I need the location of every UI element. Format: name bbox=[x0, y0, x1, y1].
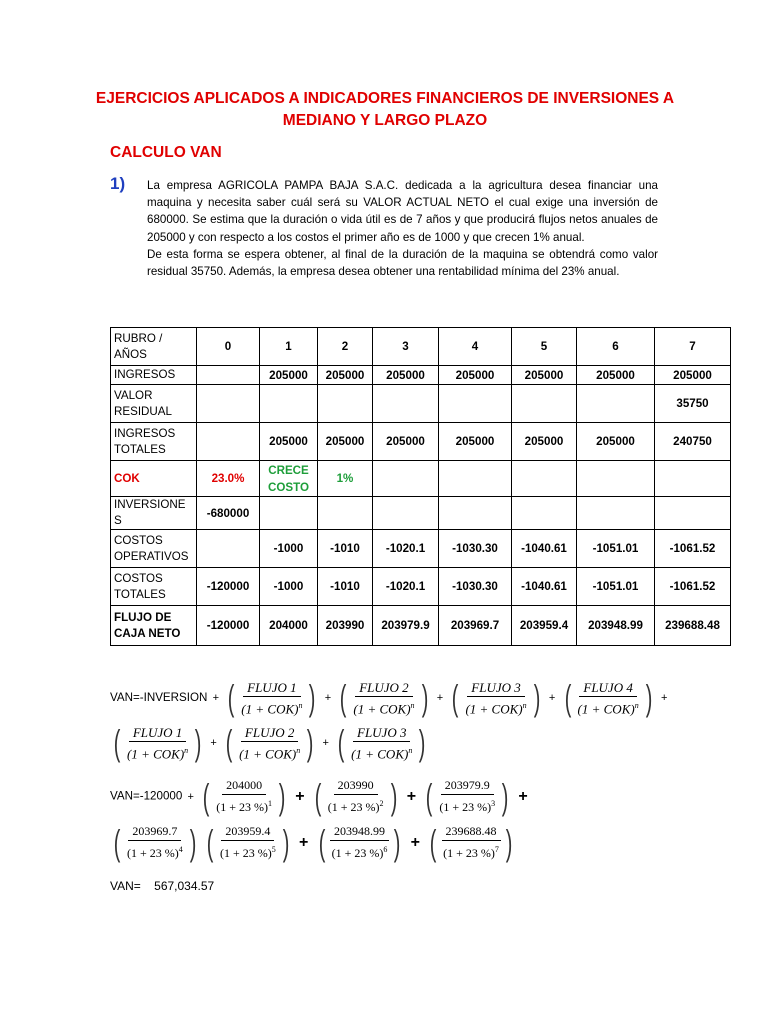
table-cell: -1020.1 bbox=[373, 568, 439, 606]
table-cell: 239688.48 bbox=[655, 606, 731, 646]
table-cell: 205000 bbox=[373, 423, 439, 461]
table-header-cell: 3 bbox=[373, 328, 439, 366]
table-cell: 205000 bbox=[577, 423, 655, 461]
table-cell bbox=[260, 385, 318, 423]
van-formula-line-2: ( $\frac{\text{FLUJO 1}}{(1 + COK)^n}$ ) + ( $\frac{\text{FLUJO 2}}{(1 + COK)^n}$ ) + ( $\frac{\text{FLUJO 3}}{(1 + COK)^n}$ ) bbox=[110, 725, 429, 761]
table-row bbox=[111, 606, 731, 646]
table-row bbox=[111, 530, 731, 568]
table-row bbox=[111, 461, 731, 497]
table-cell: -1020.1 bbox=[373, 530, 439, 568]
table-cell: 23.0% bbox=[197, 461, 260, 497]
table-cell: 203990 bbox=[318, 606, 373, 646]
table-header-cell: 0 bbox=[197, 328, 260, 366]
table-cell: INGRESOS bbox=[111, 366, 197, 385]
table-cell: 240750 bbox=[655, 423, 731, 461]
table-cell: -120000 bbox=[197, 606, 260, 646]
cash-flow-table bbox=[110, 327, 731, 646]
table-cell bbox=[318, 497, 373, 530]
table-cell: 205000 bbox=[439, 366, 512, 385]
table-cell bbox=[373, 497, 439, 530]
formula-prefix: VAN=-120000 bbox=[110, 789, 183, 803]
table-cell: -1061.52 bbox=[655, 530, 731, 568]
table-cell: -1010 bbox=[318, 530, 373, 568]
table-cell: 203959.4 bbox=[512, 606, 577, 646]
table-cell: COSTOS OPERATIVOS bbox=[111, 530, 197, 568]
formula-term: ( $\frac{204000}{(1 + 23 \%)^1}$ ) bbox=[202, 775, 286, 817]
formula-term: ( $\frac{203979.9}{(1 + 23 \%)^3}$ ) bbox=[426, 775, 509, 817]
table-cell bbox=[655, 461, 731, 497]
problem-paragraph-2: De esta forma se espera obtener, al final de la duración de la maquina se obtendrá como valor residual 35750. Además, la empresa desea obtener una rentabilidad mínima del 23% anual. bbox=[147, 247, 658, 279]
table-header-cell: 1 bbox=[260, 328, 318, 366]
formula-term: ( $\frac{\text{FLUJO 1}}{(1 + COK)^n}$ ) bbox=[227, 677, 316, 719]
table-cell: -1010 bbox=[318, 568, 373, 606]
formula-term: ( $\frac{\text{FLUJO 3}}{(1 + COK)^n}$ ) bbox=[452, 677, 540, 719]
table-cell bbox=[318, 385, 373, 423]
formula-term: ( $\frac{\text{FLUJO 3}}{(1 + COK)^n}$ ) bbox=[337, 722, 426, 764]
table-cell: -1030.30 bbox=[439, 530, 512, 568]
formula-term: ( $\frac{\text{FLUJO 2}}{(1 + COK)^n}$ ) bbox=[225, 722, 314, 764]
document-title: EJERCICIOS APLICADOS A INDICADORES FINANCIEROS DE INVERSIONES A MEDIANO Y LARGO PLAZO bbox=[95, 90, 675, 129]
table-cell bbox=[655, 497, 731, 530]
table-cell: 205000 bbox=[512, 366, 577, 385]
table-cell: -1000 bbox=[260, 568, 318, 606]
table-cell: 1% bbox=[318, 461, 373, 497]
table-cell bbox=[577, 385, 655, 423]
formula-term: ( $\frac{203969.7}{(1 + 23 \%)^4}$ ) bbox=[113, 821, 197, 863]
problem-number: 1) bbox=[110, 174, 126, 193]
problem-paragraph-1: La empresa AGRICOLA PAMPA BAJA S.A.C. dedicada a la agricultura desea financiar una maquina y necesita saber cuál será su VALOR ACTUAL NETO el cual exige una inversión de 680000. Se estima que la duración o vida útil es de 7 años y que producirá flujos netos anuales de 205000 y con respecto a los costos el primer año es de 1000 y que crecen 1% anual. bbox=[147, 179, 658, 244]
van-formula-line-1: VAN=-INVERSION + ( $\frac{\text{FLUJO 1}}{(1 + COK)^n}$ ) + ( $\frac{\text{FLUJO 2}}{(1 + COK)^n}$ ) + ( $\frac{\text{FLUJO 3}}{(1 + COK)^n}$ ) + ( $\frac{\text{FLUJO 4}}{(1 + COK)^n}$ ) + bbox=[110, 677, 668, 719]
table-cell bbox=[512, 461, 577, 497]
table-cell: 205000 bbox=[318, 366, 373, 385]
formula-term: ( $\frac{203959.4}{(1 + 23 \%)^5}$ ) bbox=[206, 821, 290, 863]
table-row bbox=[111, 366, 731, 385]
formula-term: ( $\frac{\text{FLUJO 1}}{(1 + COK)^n}$ ) bbox=[113, 722, 202, 764]
table-cell: COK bbox=[111, 461, 197, 497]
table-cell: -1051.01 bbox=[577, 530, 655, 568]
problem-statement bbox=[147, 177, 658, 280]
table-cell: INGRESOS TOTALES bbox=[111, 423, 197, 461]
table-cell: 205000 bbox=[512, 423, 577, 461]
table-cell: INVERSIONES bbox=[111, 497, 197, 530]
table-cell: -1030.30 bbox=[439, 568, 512, 606]
table-cell bbox=[512, 497, 577, 530]
table-cell bbox=[577, 461, 655, 497]
table-cell: -1061.52 bbox=[655, 568, 731, 606]
table-header-cell: 4 bbox=[439, 328, 512, 366]
table-cell: -1040.61 bbox=[512, 568, 577, 606]
table-cell: 203948.99 bbox=[577, 606, 655, 646]
table-cell: -1000 bbox=[260, 530, 318, 568]
table-cell bbox=[577, 497, 655, 530]
formula-term: ( $\frac{203990}{(1 + 23 \%)^2}$ ) bbox=[314, 775, 397, 817]
table-cell: 203969.7 bbox=[439, 606, 512, 646]
table-cell: 205000 bbox=[439, 423, 512, 461]
table-cell: -680000 bbox=[197, 497, 260, 530]
result-value: 567,034.57 bbox=[154, 879, 215, 893]
table-cell bbox=[439, 497, 512, 530]
table-cell bbox=[197, 423, 260, 461]
result-label: VAN= bbox=[110, 879, 141, 893]
table-cell: 205000 bbox=[260, 366, 318, 385]
formula-term: ( $\frac{\text{FLUJO 2}}{(1 + COK)^n}$ ) bbox=[340, 677, 428, 719]
table-header-cell: 5 bbox=[512, 328, 577, 366]
formula-term: ( $\frac{\text{FLUJO 4}}{(1 + COK)^n}$ ) bbox=[564, 677, 653, 719]
table-cell: FLUJO DE CAJA NETO bbox=[111, 606, 197, 646]
table-header-row bbox=[111, 328, 731, 366]
table-cell: -120000 bbox=[197, 568, 260, 606]
table-row bbox=[111, 385, 731, 423]
table-header-cell: 2 bbox=[318, 328, 373, 366]
van-result bbox=[110, 879, 214, 893]
table-cell bbox=[439, 461, 512, 497]
table-cell bbox=[197, 385, 260, 423]
table-cell: 205000 bbox=[260, 423, 318, 461]
table-cell bbox=[439, 385, 512, 423]
table-cell: -1051.01 bbox=[577, 568, 655, 606]
table-header-cell: 6 bbox=[577, 328, 655, 366]
table-cell bbox=[512, 385, 577, 423]
table-cell bbox=[373, 461, 439, 497]
van-substituted-line-2: ( $\frac{203969.7}{(1 + 23 \%)^4}$ ) ( $\frac{203959.4}{(1 + 23 \%)^5}$ ) + ( $\frac{203948.99}{(1 + 23 \%)^6}$ ) + ( $\frac{239688.48}{(1 + 23 \%)^7}$ ) bbox=[110, 824, 516, 861]
table-cell: COSTOS TOTALES bbox=[111, 568, 197, 606]
formula-term: ( $\frac{239688.48}{(1 + 23 \%)^7}$ ) bbox=[429, 821, 513, 863]
formula-prefix: VAN=-INVERSION bbox=[110, 691, 208, 705]
table-cell bbox=[260, 497, 318, 530]
table-cell: 205000 bbox=[655, 366, 731, 385]
table-header-cell: 7 bbox=[655, 328, 731, 366]
van-substituted-line-1: VAN=-120000 + ( $\frac{204000}{(1 + 23 \%)^1}$ ) + ( $\frac{203990}{(1 + 23 \%)^2}$ ) + ( $\frac{203979.9}{(1 + 23 \%)^3}$ ) + bbox=[110, 775, 528, 817]
table-cell: 203979.9 bbox=[373, 606, 439, 646]
table-cell bbox=[373, 385, 439, 423]
table-header-cell: RUBRO / AÑOS bbox=[111, 328, 197, 366]
table-cell: VALOR RESIDUAL bbox=[111, 385, 197, 423]
table-cell: 205000 bbox=[577, 366, 655, 385]
table-cell: -1040.61 bbox=[512, 530, 577, 568]
table-row bbox=[111, 497, 731, 530]
formula-term: ( $\frac{203948.99}{(1 + 23 \%)^6}$ ) bbox=[318, 821, 401, 863]
table-cell: 35750 bbox=[655, 385, 731, 423]
table-cell bbox=[197, 530, 260, 568]
table-cell: 204000 bbox=[260, 606, 318, 646]
section-heading: CALCULO VAN bbox=[110, 144, 222, 161]
table-cell: 205000 bbox=[318, 423, 373, 461]
table-row bbox=[111, 568, 731, 606]
table-row bbox=[111, 423, 731, 461]
table-cell: CRECE COSTO bbox=[260, 461, 318, 497]
table-cell bbox=[197, 366, 260, 385]
table-cell: 205000 bbox=[373, 366, 439, 385]
